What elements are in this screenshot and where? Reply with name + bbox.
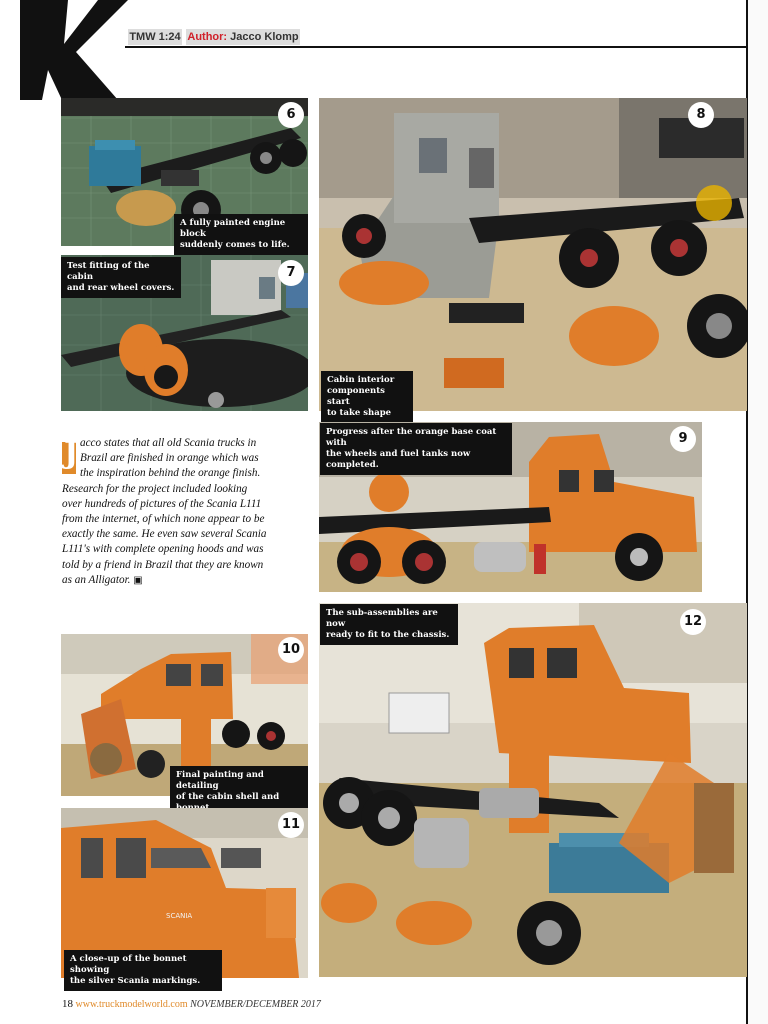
caption-line: the wheels and fuel tanks now completed. [326,449,471,470]
caption-line: The sub-assemblies are now [326,608,438,629]
photo-8-number: 8 [688,102,714,128]
photo-10-number: 10 [278,637,304,663]
caption-line: and rear wheel covers. [67,283,175,293]
photo-8-caption [321,371,413,423]
photo-8 [319,98,747,411]
photo-11-caption [64,950,222,991]
footer-issue: NOVEMBER/DECEMBER 2017 [190,999,321,1010]
truck-end-icon: ▣ [133,574,143,586]
page-footer [62,998,321,1010]
caption-line: suddenly comes to life. [180,240,290,250]
drop-cap-letter: J [64,436,79,471]
photo-9-number: 9 [670,426,696,452]
body-line: as an Alligator. [62,573,131,586]
body-line: exactly the same. He even saw several Scania [62,528,267,541]
caption-line: components start [327,386,385,407]
article-body [62,436,282,588]
header-author-name: Jacco Klomp [230,31,299,43]
caption-line: to take shape [327,408,392,418]
header-author-label: Author: [187,31,228,43]
body-line: Research for the project included looking [62,482,248,495]
photo-7-number: 7 [278,260,304,286]
caption-line: of the cabin shell and [176,792,280,802]
photo-12 [319,603,747,977]
body-line: over hundreds of pictures of the Scania L111 [62,497,262,510]
caption-line: Progress after the orange base coat with [326,427,497,448]
photo-7-caption [61,257,181,298]
svg-text:SCANIA: SCANIA [166,912,193,920]
right-page-edge [746,0,768,1024]
body-line: acco states that all old Scania trucks in [80,437,257,449]
caption-line: Cabin interior [327,375,395,385]
photo-6-caption [174,214,308,255]
page-number: 18 [62,998,73,1010]
photo-11-number: 11 [278,812,304,838]
magazine-k-logo [20,0,130,100]
caption-line: A fully painted engine block [180,218,286,239]
photo-12-caption [320,604,458,645]
photo-9-caption [320,423,512,475]
body-last-line [62,573,282,588]
header-scale: TMW 1:24 [129,31,181,43]
footer-url[interactable]: www.truckmodelworld.com [75,999,188,1010]
caption-line: A close-up of the bonnet showing [70,954,187,975]
body-line: L111's with complete opening hoods and was [62,543,264,556]
caption-line: the silver Scania markings. [70,976,201,986]
header-rule [125,46,750,48]
header-scale-box [128,29,182,45]
photo-6-number: 6 [278,102,304,128]
body-line: Brazil are finished in orange which was [80,452,259,465]
photo-12-number: 12 [680,609,706,635]
body-line: told by a friend in Brazil that they are known [62,558,264,571]
caption-line: Final painting and detailing [176,770,264,791]
body-line: from the internet, of which none appear to be [62,513,265,526]
header-author-box [186,29,300,45]
body-line: the inspiration behind the orange finish. [80,467,261,480]
caption-line: ready to fit to the chassis. [326,630,450,640]
caption-line: Test fitting of the cabin [67,261,150,282]
